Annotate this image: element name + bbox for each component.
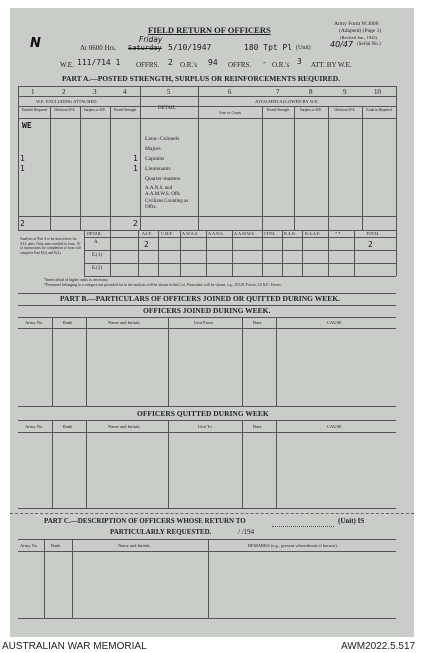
rank-civilians: Civilians Counting as Offrs.: [145, 199, 189, 210]
we-value: 111/714 1: [77, 58, 121, 67]
joined-col-unit-from: Unit From: [194, 320, 213, 325]
analysis-note: Analysis of Part A to be shown here for ALL units. Only arms entitled to form. 10 of instructions for completion of form will complete Part E(1) and E(2).: [20, 237, 82, 255]
col-arm-or-corps: Arm or Corps: [218, 110, 242, 115]
col-number-4: 4: [123, 88, 127, 96]
rank-aans: A.A.N.S. and A.A.M.W.S. Offs: [145, 186, 181, 197]
rank-lieutenants: Lieutenants: [145, 166, 171, 172]
analysis-total-a-value: 2: [368, 240, 373, 249]
posted-captains: 1: [133, 154, 138, 163]
or-value-2: 3: [297, 57, 302, 66]
col-number-5: 5: [167, 88, 171, 96]
analysis-row-e2: E.(2): [92, 266, 103, 271]
or-label-2: O.R.'s: [272, 61, 290, 69]
quitted-col-army-no: Army No.: [25, 424, 44, 429]
analysis-aif-a-value: 2: [144, 240, 149, 249]
group-we-excluding: W.E. EXCLUDING ATTACHED: [36, 99, 97, 104]
col-number-6: 6: [228, 88, 232, 96]
col-posted-strength: Posted Strength: [113, 108, 137, 112]
offrs-value-1: 2: [168, 58, 173, 67]
part-c-date-blank: / /194: [238, 528, 255, 536]
quitted-col-date: Date: [253, 424, 262, 429]
rank-captains: Captains: [145, 156, 165, 162]
analysis-aif: A.I.F.: [142, 231, 152, 236]
joined-col-name: Name and Initials: [108, 320, 140, 325]
analysis-cmf: C.M.F.: [161, 231, 173, 236]
col-number-2: 2: [62, 88, 66, 96]
group-attached: ATTACHED ALLOWED BY W.E.: [255, 99, 319, 104]
analysis-other: * *: [335, 231, 341, 236]
col-surplus: Surplus to W.E.: [83, 108, 107, 112]
col-deficient: Deficient W.E.: [54, 108, 76, 112]
rank-majors: Majors: [145, 146, 161, 152]
analysis-detail: DETAIL: [87, 231, 102, 236]
estab-captains: 1: [20, 154, 25, 163]
army-form-number: Army Form W.3008: [334, 21, 379, 27]
col-number-8: 8: [309, 88, 313, 96]
col-number-9: 9: [343, 88, 347, 96]
joined-col-date: Date: [253, 320, 262, 325]
analysis-ran: R.A.N.: [284, 231, 296, 236]
quitted-col-unit-to: Unit To: [198, 424, 212, 429]
joined-col-cause: CAUSE: [327, 320, 342, 325]
total-posted: 2: [133, 219, 138, 228]
offrs-value-2: -: [262, 58, 267, 67]
col-number-10: 10: [374, 88, 381, 96]
col-att-estab: Estab'm Required: [366, 108, 392, 112]
part-a-title: PART A.—POSTED STRENGTH, SURPLUS OR REINFORCEMENTS REQUIRED.: [62, 74, 341, 83]
quitted-col-name: Name and Initials: [108, 424, 140, 429]
joined-col-army-no: Army No.: [25, 320, 44, 325]
unit-label: (Unit): [296, 45, 311, 51]
col-att-surplus: Surplus to W.E.: [299, 108, 323, 112]
part-b-title: PART B.—PARTICULARS OF OFFICERS JOINED OR QUITTED DURING WEEK.: [60, 294, 340, 303]
col-estab-required: Estab'm Required: [21, 108, 48, 112]
footer-institution: AUSTRALIAN WAR MEMORIAL: [2, 641, 147, 652]
col-number-1: 1: [31, 88, 35, 96]
analysis-aans: A.A.N.S.: [208, 231, 224, 236]
rank-lieut-colonels: Lieut.-Colonels: [145, 136, 180, 142]
army-form-adapted: (Adapted) (Page 1): [339, 28, 382, 34]
return-date: 5/10/1947: [168, 43, 212, 52]
serial-label: (Serial No.): [357, 42, 381, 47]
we-label: W.E.: [60, 61, 74, 69]
detail-heading: DETAIL: [158, 106, 176, 111]
offrs-label-1: OFFRS.: [136, 61, 160, 69]
offrs-label-2: OFFRS.: [228, 61, 252, 69]
form-title: FIELD RETURN OF OFFICERS: [148, 25, 271, 35]
rank-quartermasters: Quarter-masters: [145, 176, 181, 182]
or-value-1: 94: [208, 58, 218, 67]
estab-lieutenants: 1: [20, 164, 25, 173]
footnote-categories: *Personnel belonging to a category not provided for in the analysis will be shown in this Col. Particulars will be shown, e.g., 39 UK Forces; 10 N.E. Forces.: [44, 283, 282, 287]
serial-number: 40/47: [330, 40, 354, 49]
unit-name: 180 Tpt Pl: [244, 43, 293, 52]
part-c-col-remarks: REMARKS (e.g., present whereabouts if known).: [248, 543, 338, 548]
footer-accession: AWM2022.5.517: [341, 641, 416, 652]
col-att-deficient: Deficient W.E.: [334, 108, 356, 112]
col-number-3: 3: [93, 88, 97, 96]
part-c-unit-label: (Unit) IS: [338, 517, 365, 525]
we-mark: WE: [22, 121, 32, 130]
analysis-awas: A.W.A.S.: [182, 231, 199, 236]
analysis-raaf: R.A.A.F.: [305, 231, 321, 236]
part-c-title-2: PARTICULARLY REQUESTED.: [110, 528, 212, 536]
time-label: At 0600 Hrs.: [80, 44, 117, 52]
analysis-civil: CIVIL: [264, 231, 276, 236]
total-estab: 2: [20, 219, 25, 228]
col-att-posted: Posted Strength: [266, 108, 290, 112]
col-number-7: 7: [276, 88, 280, 96]
joined-title: OFFICERS JOINED DURING WEEK.: [143, 306, 271, 315]
day-struck: Saturday: [128, 44, 162, 52]
analysis-row-a: A.: [94, 240, 99, 245]
footnote-higher-ranks: *Insert detail of higher ranks as necessary.: [44, 278, 109, 282]
analysis-total: TOTAL: [366, 231, 380, 236]
corner-mark: N: [30, 36, 41, 51]
quitted-col-rank: Rank: [63, 424, 73, 429]
part-c-title: PART C.—DESCRIPTION OF OFFICERS WHOSE RETURN TO: [44, 517, 246, 525]
posted-lieutenants: 1: [133, 164, 138, 173]
or-label-1: O.R.'s: [180, 61, 198, 69]
quitted-title: OFFICERS QUITTED DURING WEEK: [137, 409, 269, 418]
att-label: ATT. BY W.E.: [311, 61, 352, 69]
analysis-aamws: A.A.M.W.S.: [234, 231, 255, 236]
part-c-col-rank: Rank: [51, 543, 61, 548]
part-c-col-name: Name and Initials: [118, 543, 150, 548]
analysis-row-e1: E.(1): [92, 253, 103, 258]
army-form-revised: (Revised Jan., 1943): [340, 35, 377, 40]
day-written: Friday: [139, 35, 163, 44]
quitted-col-cause: CAUSE: [327, 424, 342, 429]
joined-col-rank: Rank: [63, 320, 73, 325]
part-c-col-army-no: Army No.: [20, 543, 39, 548]
